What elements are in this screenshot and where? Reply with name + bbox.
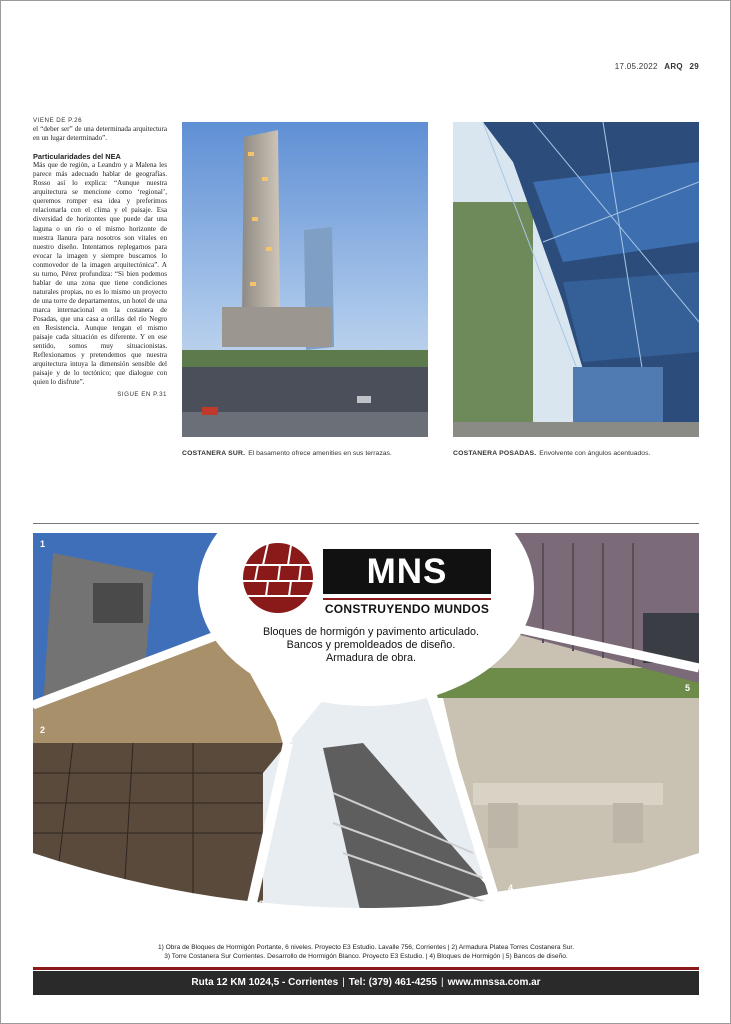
mns-advertisement: [33, 533, 699, 995]
tower-render-image: [182, 122, 428, 437]
panel-number-4: 4: [508, 883, 514, 893]
mns-tagline: CONSTRUYENDO MUNDOS: [324, 602, 490, 616]
ad-phone: Tel: (379) 461-4255: [348, 977, 437, 988]
panel-number-5: 5: [685, 683, 691, 693]
article-subhead: Particularidades del NEA: [33, 152, 121, 162]
caption-label: COSTANERA POSADAS.: [453, 450, 537, 457]
issue-date: 17.05.2022: [614, 62, 658, 71]
caption-costanera-sur: [182, 450, 392, 457]
section-name: ARQ: [664, 62, 683, 71]
panel-number-1: 1: [40, 539, 46, 549]
ad-photo-collage: [33, 533, 699, 945]
ad-desc-line: Bancos y premoldeados de diseño.: [286, 639, 456, 651]
ad-red-rule: [33, 967, 699, 970]
caption-text: El basamento ofrece amenities en sus terrazas.: [248, 450, 392, 457]
article-body: Más que de región, a Leandro y a Malena les parece más adecuado hablar de geografías. Rosso así lo explica: “Aunque nuestra arquitectura se mencione como ‘regional’, queremos romper esa idea y preferimos relacionarla con el clima y el paisaje. Esa diversidad de horizontes que puede dar una laguna o un río o el mismo horizonte de nuestra llanura para nosotros son vitales en nuestro diseño. Intentamos replegarnos para evocar la imagen y siempre buscamos lo conmovedor de la imagen arquitectónica”. A su turno, Pérez profundiza: “Si bien podemos hablar de una zona que tiene condiciones naturales propias, no es lo mismo un proyecto de una torre de departamentos, un hotel de una marca internacional en la costanera de Posadas, que una casa a orillas del río Negro en Resistencia. Aunque tengan el mismo paisaje cada situación es diferente. Y en ese sentido, somos muy situacionistas. Reflexionamos y pretendemos que nuestra arquitectura intuya la dimensión sensible del paisaje y de lo tectónico; que dialogue con quien lo disfrute”.: [33, 161, 167, 387]
caption-label: COSTANERA SUR.: [182, 450, 246, 457]
ad-desc-line: Armadura de obra.: [325, 652, 417, 664]
panel-number-2: 2: [40, 725, 46, 735]
photo-costanera-sur: [182, 122, 428, 437]
article-column: [33, 116, 167, 399]
mns-brand: MNS: [323, 549, 491, 594]
page-number: 29: [689, 62, 699, 71]
page-header: [615, 62, 699, 71]
caption-text: Envolvente con ángulos acentuados.: [539, 450, 651, 457]
ad-website: www.mnssa.com.ar: [447, 977, 541, 988]
continued-from: VIENE DE P.26: [33, 117, 83, 124]
article-lead: el “deber ser” de una determinada arquitectura en un lugar determinado”.: [33, 125, 167, 143]
panel-number-3: 3: [259, 899, 265, 909]
continued-on: SIGUE EN P.31: [117, 391, 167, 399]
photo-costanera-posadas: [453, 122, 699, 437]
glass-facade-image: [453, 122, 699, 437]
ad-note-line: 3) Torre Costanera Sur Corrientes. Desarrollo de Hormigón Blanco. Proyecto E3 Estudio. | 4) Bloques de Hormigón | 5) Bancos de diseño.: [164, 952, 568, 960]
ad-address: Ruta 12 KM 1024,5 - Corrientes: [191, 977, 339, 988]
ad-photo-notes: [33, 944, 699, 961]
caption-costanera-posadas: [453, 450, 650, 457]
mns-globe-logo: [243, 543, 313, 613]
tagline-rule: [323, 598, 491, 600]
ad-description: [229, 626, 513, 665]
ad-desc-line: Bloques de hormigón y pavimento articulado.: [262, 626, 480, 638]
ad-note-line: 1) Obra de Bloques de Hormigón Portante, 6 niveles. Proyecto E3 Estudio. Lavalle 756, Corrientes | 2) Armadura Platea Torres Costanera Sur.: [157, 944, 575, 951]
ad-contact-bar: Ruta 12 KM 1024,5 - Corrientes | Tel: (379) 461-4255 | www.mnssa.com.ar: [33, 971, 699, 995]
section-divider: [33, 523, 699, 524]
